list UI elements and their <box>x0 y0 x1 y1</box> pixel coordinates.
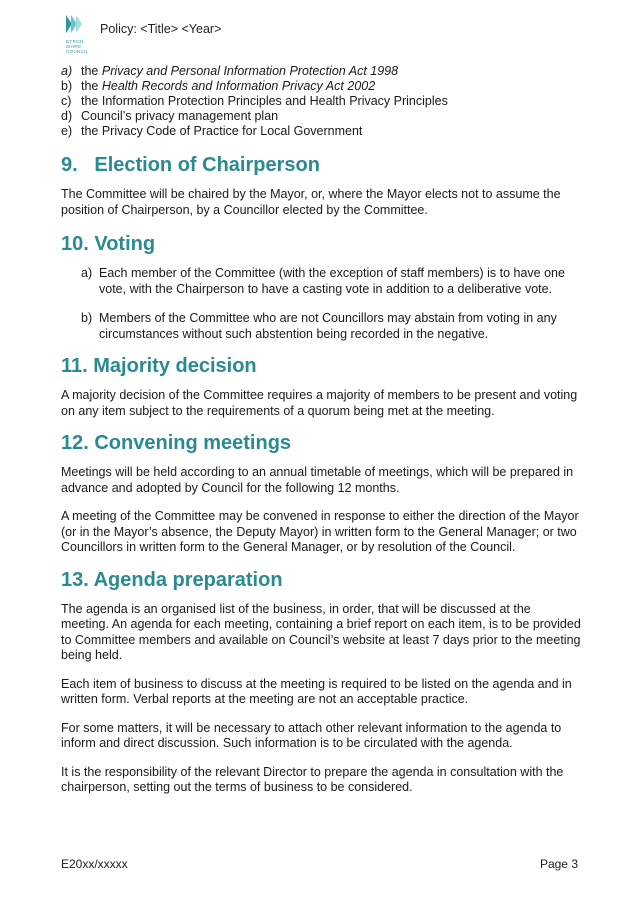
paragraph: The agenda is an organised list of the business, in order, that will be discussed at the meeting. An agenda for each meeting, containing a brief report on each item, is to be provided to Committee members and available on Council’s website at least 7 days prior to the meeting being held. <box>61 601 581 662</box>
heading-election-of-chairperson: 9. Election of Chairperson <box>61 154 320 176</box>
heading-voting: 10. Voting <box>61 233 156 255</box>
list-item <box>61 109 581 124</box>
list-text: the Privacy Code of Practice for Local Government <box>81 124 363 138</box>
paragraph: Each item of business to discuss at the meeting is required to be listed on the agenda and in written form. Verbal reports at the meeting are not an acceptable practice. <box>61 676 572 706</box>
list-item: a) the Privacy and Personal Information Protection Act 1998 <box>61 64 399 78</box>
page-number: Page 3 <box>539 857 578 871</box>
page-header <box>62 14 582 54</box>
list-item <box>61 124 581 139</box>
list-marker: a) <box>61 64 73 78</box>
list-item: b) the Health Records and Information Privacy Act 2002 <box>61 79 376 93</box>
paragraph: The Committee will be chaired by the Mayor, or, where the Mayor elects not to assume the position of Chairperson, by a Councillor elected by the Committee. <box>61 187 561 217</box>
list-text: Each member of the Committee (with the exception of staff members) is to have one vote, with the Chairperson to have a casting vote in addition to a deliberative vote. <box>99 266 565 296</box>
paragraph: A meeting of the Committee may be convened in response to either the direction of the Mayor (or in the Mayor’s absence, the Deputy Mayor) in written form to the General Manager; or two Councillors in written form to the General Manager, or by resolution of the Council. <box>61 509 579 554</box>
list-marker: b) <box>81 311 93 325</box>
paragraph: For some matters, it will be necessary to attach other relevant information to the agenda to inform and direct discussion. Such information is to be circulated with the agenda. <box>61 720 562 750</box>
privacy-legislation-list <box>61 64 581 139</box>
act-title: Health Records and Information Privacy Act 2002 <box>101 79 376 93</box>
logo-text: BYRON SHIRE COUNCIL <box>66 39 89 54</box>
act-title: Privacy and Personal Information Protection Act 1998 <box>101 64 399 78</box>
heading-majority-decision: 11. Majority decision <box>61 355 257 377</box>
heading-agenda-preparation: 13. Agenda preparation <box>61 568 283 591</box>
list-marker: a) <box>81 266 93 280</box>
paragraph: Meetings will be held according to an annual timetable of meetings, which will be prepared in advance and adopted by Council for the following 12 months. <box>61 465 574 495</box>
list-marker: b) <box>61 79 73 93</box>
paragraph: It is the responsibility of the relevant Director to prepare the agenda in consultation with the chairperson, setting out the terms of business to be considered. <box>61 764 564 794</box>
list-marker: e) <box>61 124 73 138</box>
header-policy-title: Policy: <Title> <Year> <box>100 22 222 36</box>
list-marker: c) <box>61 94 72 108</box>
document-body <box>61 64 581 796</box>
list-item <box>61 311 581 342</box>
voting-list <box>61 266 581 342</box>
list-item <box>61 266 581 297</box>
list-text: Members of the Committee who are not Councillors may abstain from voting in any circumstances without such abstention being recorded in the negative. <box>99 311 557 341</box>
paragraph: A majority decision of the Committee requires a majority of members to be present and voting on any item subject to the requirements of a quorum being met at the meeting. <box>61 388 578 418</box>
logo-mark-icon <box>62 14 88 38</box>
list-marker: d) <box>61 109 73 123</box>
council-logo <box>62 14 92 52</box>
list-item <box>61 94 581 109</box>
document-reference: E20xx/xxxxx <box>61 857 128 871</box>
list-text: Council’s privacy management plan <box>81 109 279 123</box>
list-text: the Information Protection Principles and Health Privacy Principles <box>81 94 448 108</box>
heading-convening-meetings: 12. Convening meetings <box>61 432 292 454</box>
